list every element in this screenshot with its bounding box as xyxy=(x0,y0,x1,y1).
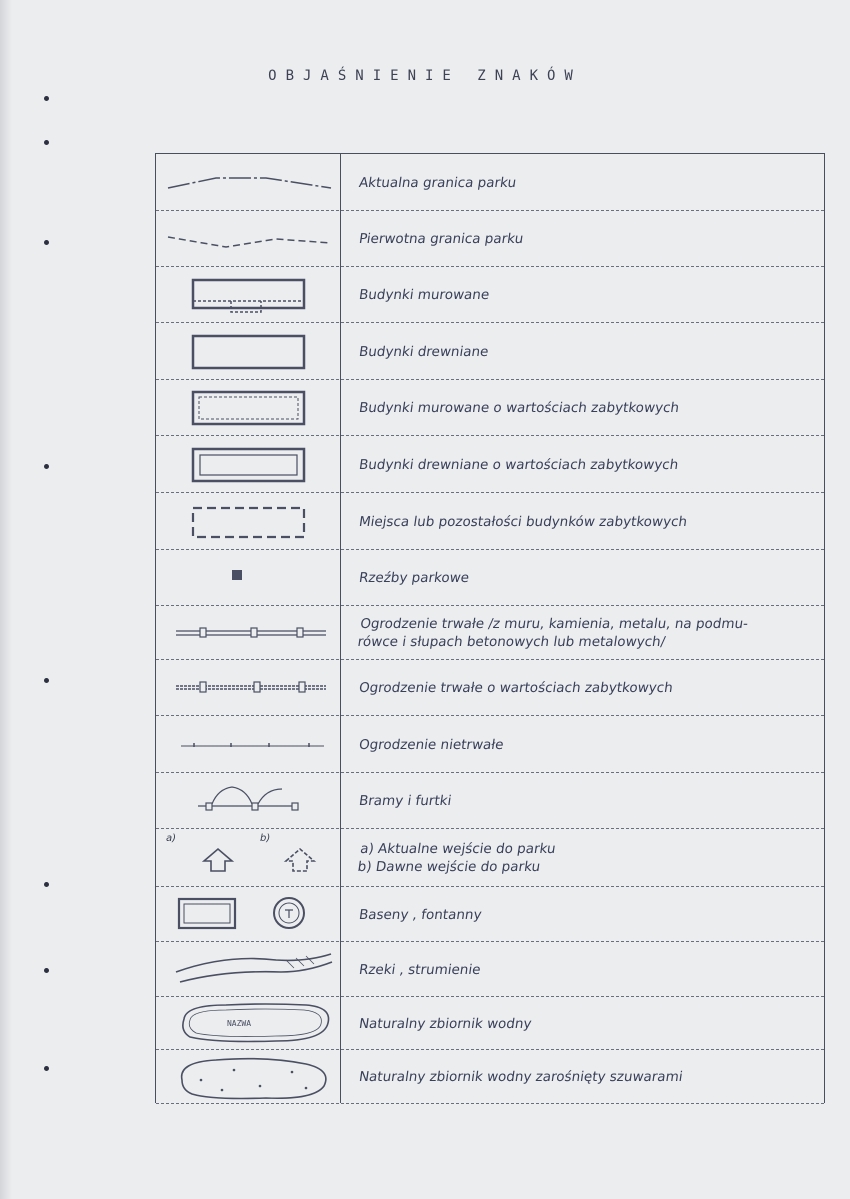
legend-row-overgrown-water-body xyxy=(156,1049,824,1104)
punch-hole xyxy=(44,1066,49,1071)
legend-label xyxy=(358,399,681,417)
legend-label-line: Miejsca lub pozostałości budynków zabytkowych xyxy=(357,513,689,530)
legend-table xyxy=(155,153,825,1103)
legend-row-historic-masonry-building xyxy=(156,379,824,436)
park-sculpture-symbol xyxy=(156,550,341,606)
legend-label xyxy=(358,1068,684,1086)
legend-row-temporary-fence xyxy=(156,715,824,773)
punch-hole xyxy=(44,968,49,973)
punch-hole xyxy=(44,240,49,245)
legend-row-historic-permanent-fence xyxy=(156,659,824,716)
legend-label xyxy=(358,1015,533,1033)
legend-label xyxy=(358,343,490,361)
park-entrances-symbol xyxy=(156,829,341,887)
building-remains-symbol xyxy=(156,493,341,550)
current-boundary-symbol xyxy=(156,154,341,211)
legend-row-park-sculpture xyxy=(156,549,824,606)
legend-label xyxy=(358,736,505,754)
legend-label-line: Bramy i furtki xyxy=(357,793,453,809)
historic-masonry-building-symbol xyxy=(156,380,341,436)
legend-row-park-entrances xyxy=(156,828,824,887)
punch-hole xyxy=(44,678,49,683)
water-body-name-label: NAZWA xyxy=(226,1019,252,1028)
punch-hole xyxy=(44,882,49,887)
legend-label-line: Naturalny zbiornik wodny zarośnięty szuwarami xyxy=(357,1069,684,1085)
legend-row-rivers-streams xyxy=(156,941,824,997)
entrance-marker-b: b) xyxy=(260,833,271,844)
legend-label xyxy=(356,615,749,651)
legend-label-line: rówce i słupach betonowych lub metalowych/ xyxy=(356,634,667,650)
legend-label-line: Aktualna granica parku xyxy=(357,174,518,191)
legend-row-pools-fountains xyxy=(156,886,824,942)
legend-label-line: Ogrodzenie nietrwałe xyxy=(357,736,505,753)
legend-label-line: Budynki murowane o wartościach zabytkowych xyxy=(357,400,681,416)
legend-label xyxy=(358,906,483,924)
wooden-building-symbol xyxy=(156,323,341,380)
historic-wooden-building-symbol xyxy=(156,436,341,493)
overgrown-water-body-symbol xyxy=(156,1050,341,1104)
legend-row-masonry-building xyxy=(156,266,824,323)
legend-label xyxy=(358,456,680,474)
legend-label xyxy=(358,513,689,531)
legend-row-original-boundary xyxy=(156,210,824,267)
historic-permanent-fence-symbol xyxy=(156,660,341,716)
legend-label xyxy=(358,230,525,248)
legend-row-wooden-building xyxy=(156,322,824,380)
gates-symbol xyxy=(156,773,341,829)
legend-bottom-line xyxy=(156,1103,824,1104)
natural-water-body-symbol xyxy=(156,997,341,1050)
original-boundary-symbol xyxy=(156,211,341,267)
pools-fountains-symbol xyxy=(156,887,341,942)
legend-label-line: Rzeki , strumienie xyxy=(357,961,482,978)
punch-hole xyxy=(44,464,49,469)
legend-label-line: Rzeźby parkowe xyxy=(357,570,471,586)
legend-label-line: Ogrodzenie trwałe o wartościach zabytkowych xyxy=(357,680,674,696)
legend-label xyxy=(356,840,556,876)
legend-label xyxy=(358,961,482,979)
page-edge xyxy=(0,0,12,1199)
legend-label-line: a) Aktualne wejście do parku xyxy=(359,841,557,857)
legend-label xyxy=(358,679,674,697)
masonry-building-symbol xyxy=(156,267,341,323)
legend-row-historic-wooden-building xyxy=(156,435,824,493)
legend-label xyxy=(358,569,471,587)
legend-label-line: b) Dawne wejście do parku xyxy=(356,859,542,875)
legend-label xyxy=(358,174,518,192)
legend-label xyxy=(358,286,491,304)
legend-label-line: Budynki drewniane o wartościach zabytkowych xyxy=(357,456,680,473)
legend-row-current-boundary xyxy=(156,153,824,211)
legend-label-line: Naturalny zbiornik wodny xyxy=(357,1015,533,1032)
legend-row-natural-water-body xyxy=(156,996,824,1050)
legend-label-line: Budynki drewniane xyxy=(357,343,490,360)
temporary-fence-symbol xyxy=(156,716,341,773)
punch-hole xyxy=(44,140,49,145)
punch-hole xyxy=(44,96,49,101)
legend-row-gates xyxy=(156,772,824,829)
legend-label-line: Ogrodzenie trwałe /z muru, kamienia, metalu, na podmu- xyxy=(359,616,750,632)
legend-column-divider xyxy=(340,153,341,1103)
page-title: OBJAŚNIENIE ZNAKÓW xyxy=(268,68,582,84)
entrance-marker-a: a) xyxy=(166,833,177,844)
legend-label xyxy=(358,792,453,810)
legend-row-permanent-fence xyxy=(156,605,824,660)
legend-label-line: Baseny , fontanny xyxy=(357,906,483,923)
legend-row-building-remains xyxy=(156,492,824,550)
rivers-streams-symbol xyxy=(156,942,341,997)
permanent-fence-symbol xyxy=(156,606,341,660)
legend-label-line: Budynki murowane xyxy=(357,287,491,303)
legend-label-line: Pierwotna granica parku xyxy=(357,231,525,247)
